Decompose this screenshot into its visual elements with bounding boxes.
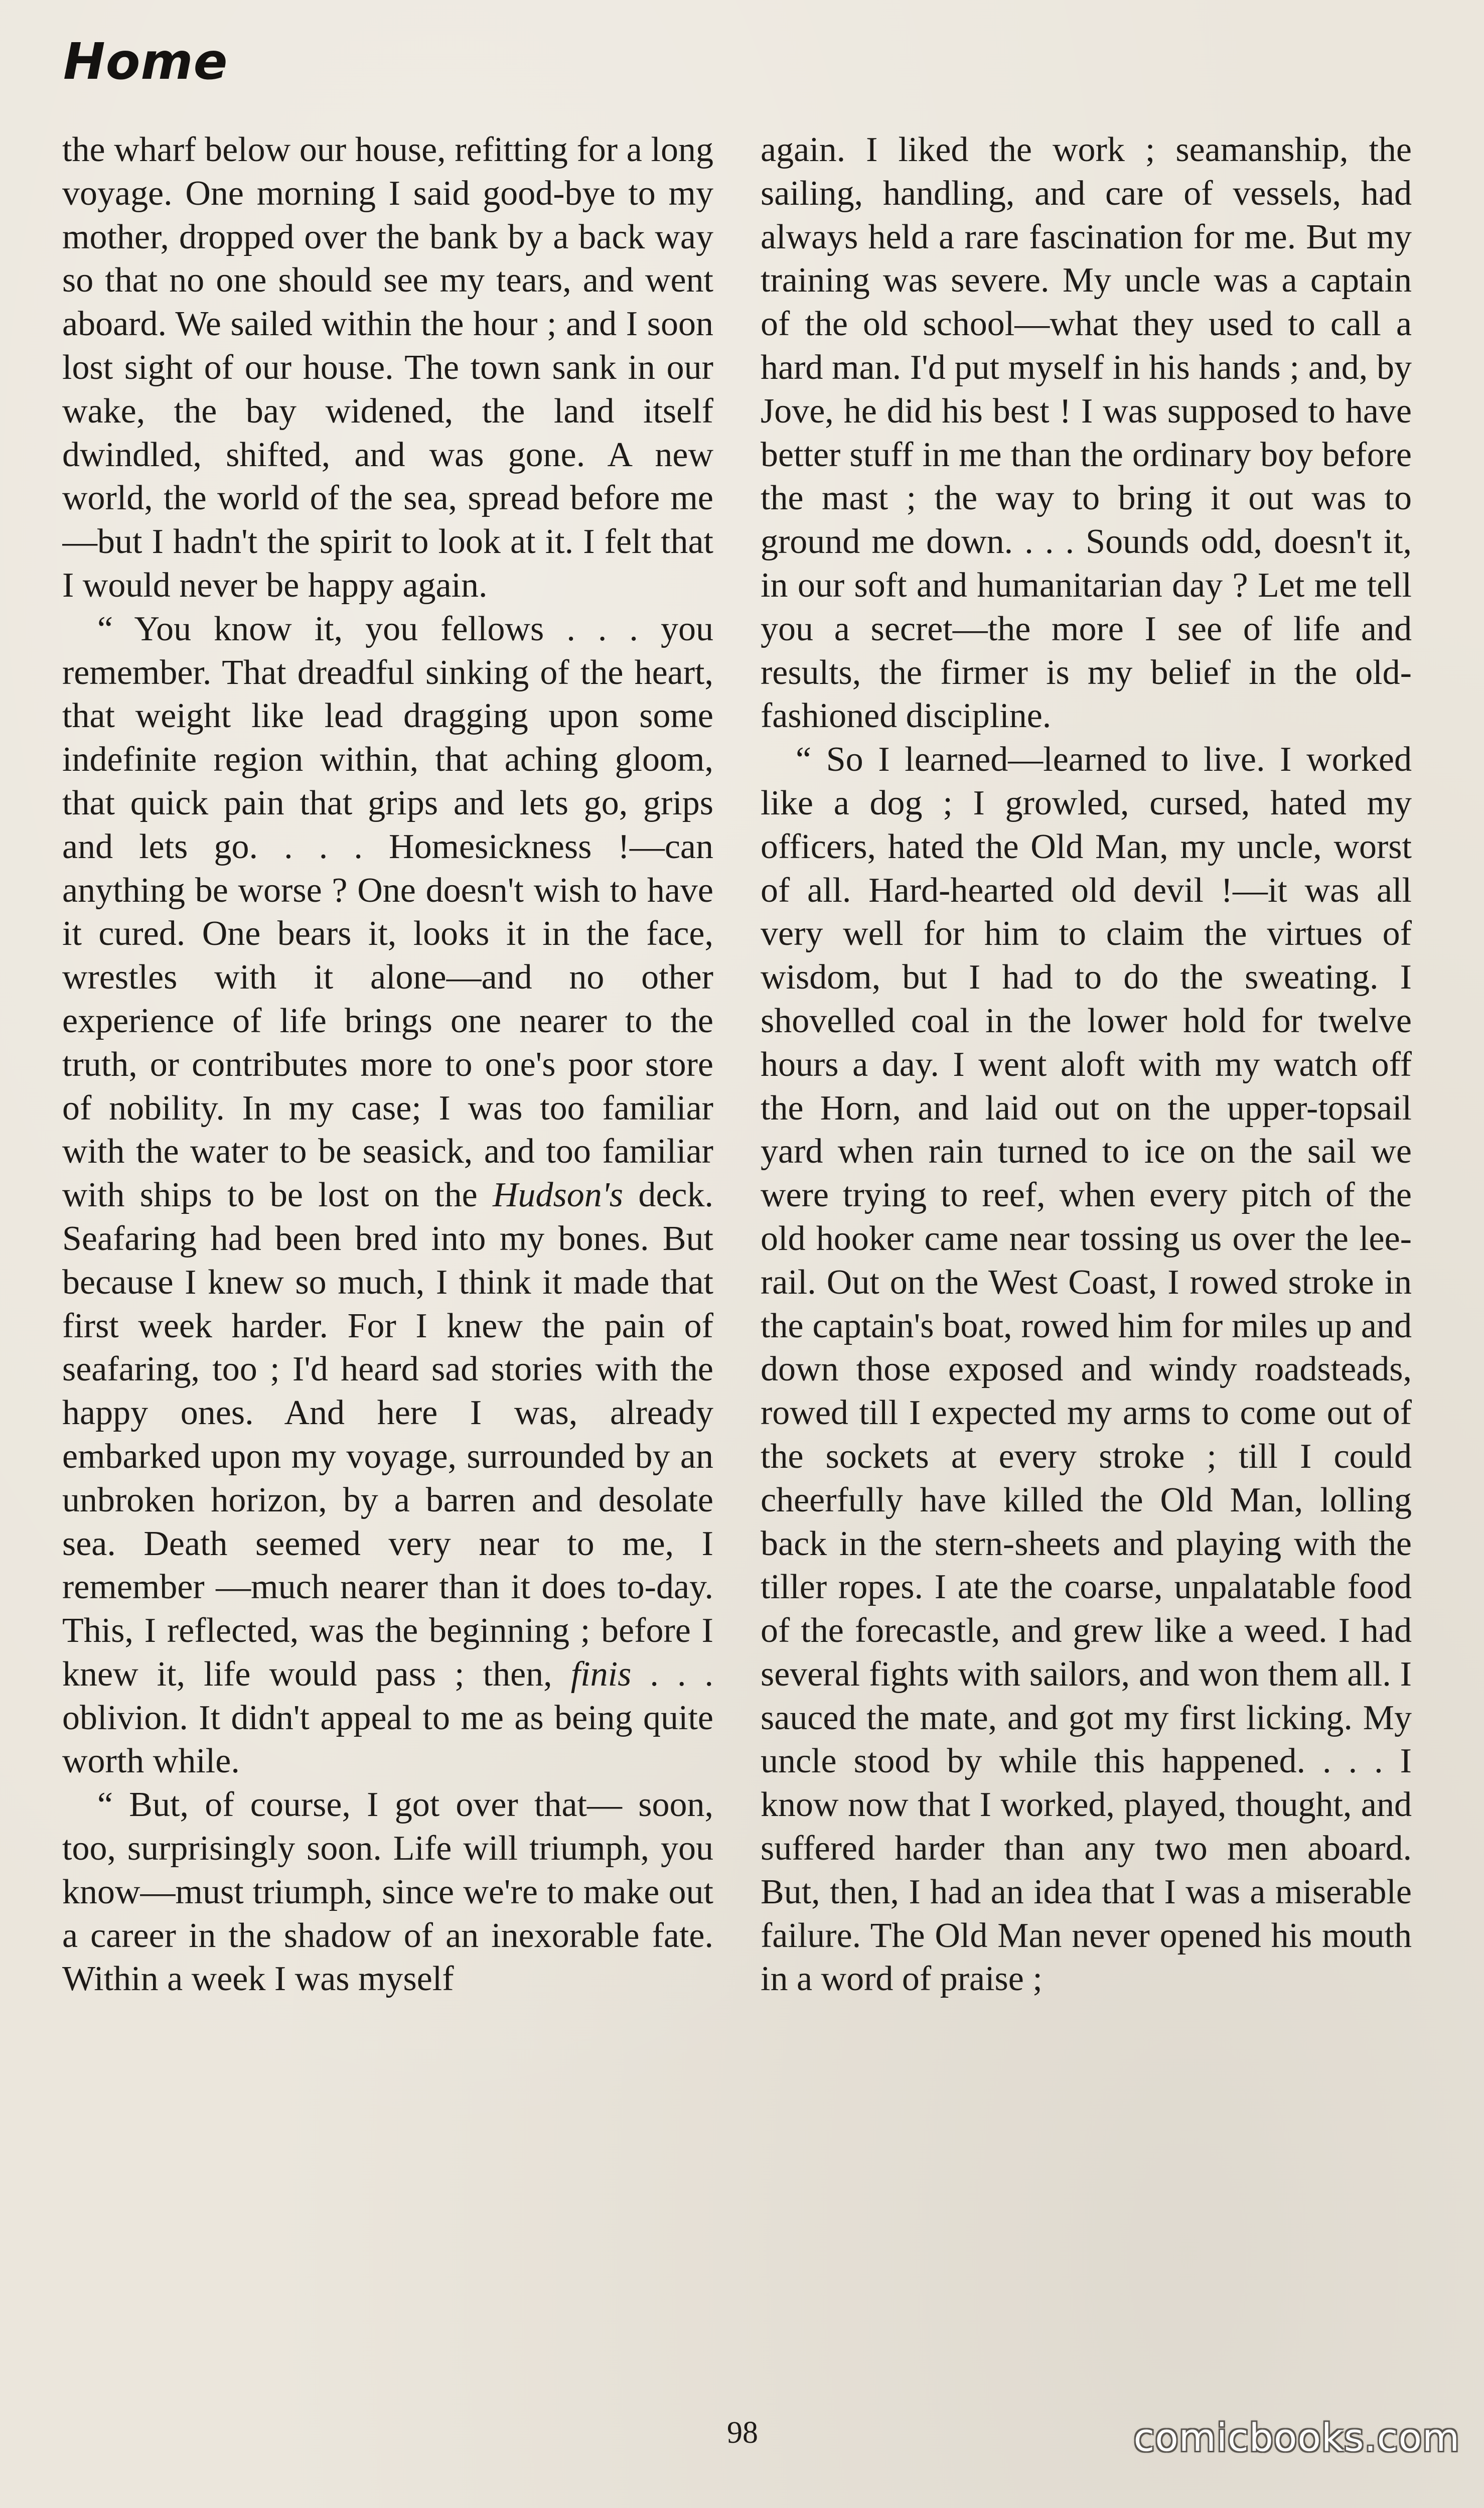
italic-word: finis [570, 1654, 632, 1694]
paragraph: again. I liked the work ; seamanship, the sailing, handling, and care of vessels, had always held a rare fascination for me. But my training was severe. My uncle was a captain of the old school—what they used to call a hard man. I'd put myself in his hands ; and, by Jove, he did his best ! I was supposed to have better stuff in me than the ordinary boy before the mast ; the way to bring it out was to ground me down. . . . Sounds odd, doesn't it, in our soft and humanitarian day ? Let me tell you a secret—the more I see of life and results, the firmer is my belief in the old-fashioned discipline. [761, 130, 1412, 736]
page-number: 98 [727, 2416, 758, 2450]
paragraph: “ But, of course, I got over that— soon, too, surprisingly soon. Life will triumph, you know—must triumph, since we're to make out a career in the shadow of an inexorable fate. Within a week I was myself [62, 1785, 713, 1999]
right-text-column [761, 128, 1412, 2417]
left-text-column [62, 128, 713, 2417]
paragraph: “ So I learned—learned to live. I worked like a dog ; I growled, cursed, hated my officers, hated the Old Man, my uncle, worst of all. Hard-hearted old devil !—it was all very well for him to claim the virtues of wisdom, but I had to do the sweating. I shovelled coal in the lower hold for twelve hours a day. I went aloft with my watch off the Horn, and laid out on the upper-topsail yard when rain turned to ice on the sail we were trying to reef, when every pitch of the old hooker came near tossing us over the lee-rail. Out on the West Coast, I rowed stroke in the captain's boat, rowed him for miles up and down those exposed and windy roadsteads, rowed till I expected my arms to come out of the sockets at every stroke ; till I could cheerfully have killed the Old Man, lolling back in the stern-sheets and playing with the tiller ropes. I ate the coarse, unpalatable food of the forecastle, and grew like a weed. I had several fights with sailors, and won them all. I sauced the mate, and got my first licking. My uncle stood by while this happened. . . . I know now that I worked, played, thought, and suffered harder than any two men aboard. But, then, I had an idea that I was a miserable failure. The Old Man never opened his mouth in a word of praise ; [761, 740, 1412, 1999]
paragraph: the wharf below our house, refitting for a long voyage. One morning I said good-bye to my mother, dropped over the bank by a back way so that no one should see my tears, and went aboard. We sailed within the hour ; and I soon lost sight of our house. The town sank in our wake, the bay widened, the land itself dwindled, shifted, and was gone. A new world, the world of the sea, spread before me—but I hadn't the spirit to look at it. I felt that I would never be happy again. [62, 130, 713, 605]
italic-word: Hudson's [493, 1176, 624, 1215]
paragraph: “ You know it, you fellows . . . you remember. That dreadful sinking of the heart, that weight like lead dragging upon some indefinite region within, that aching gloom, that quick pain that grips and lets go, grips and lets go. . . . Homesickness !—can anything be worse ? One doesn't wish to have it cured. One bears it, looks it in the face, wrestles with it alone—and no other experience of life brings one nearer to the truth, or contributes more to one's poor store of nobility. In my case; I was too familiar with the water to be seasick, and too familiar with ships to be lost on the Hudson's deck. Seafaring had been bred into my bones. But because I knew so much, I think it made that first week harder. For I knew the pain of seafaring, too ; I'd heard sad stories with the happy ones. And here I was, already embarked upon my voyage, surrounded by an unbroken horizon, by a barren and desolate sea. Death seemed very near to me, I remember —much nearer than it does to-day. This, I reflected, was the beginning ; before I knew it, life would pass ; then, finis . . . oblivion. It didn't appeal to me as being quite worth while. [62, 609, 713, 1781]
site-watermark: comicbooks.com [1133, 2415, 1460, 2460]
section-heading: Home [63, 32, 228, 91]
